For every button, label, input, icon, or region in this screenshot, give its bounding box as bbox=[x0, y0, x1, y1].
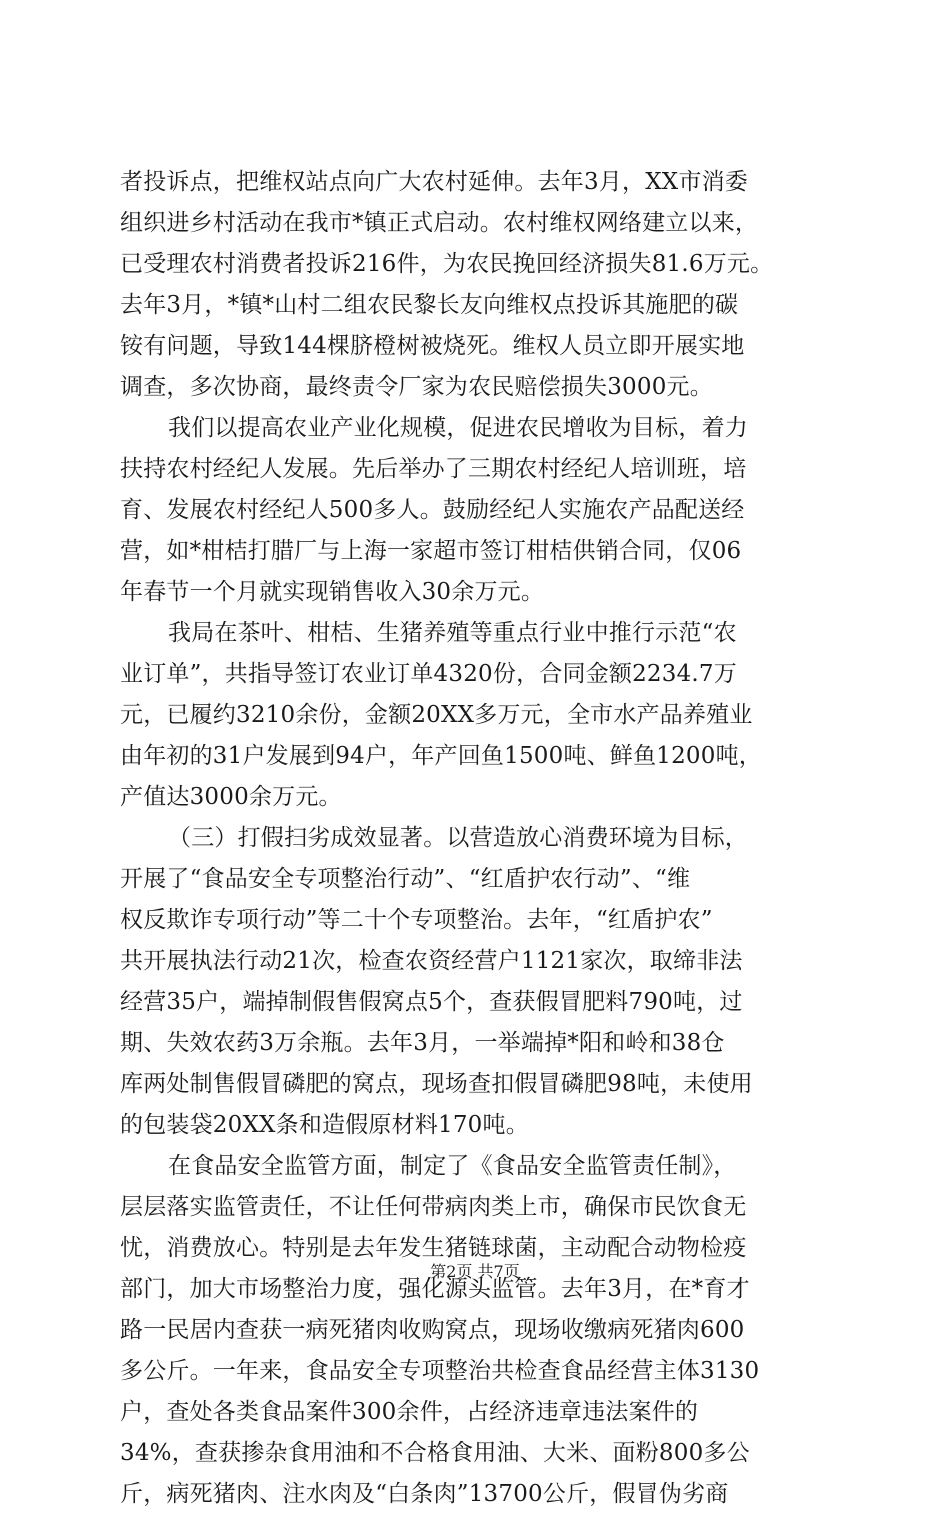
text-line: 34%，查获掺杂食用油和不合格食用油、大米、面粉800多公 bbox=[120, 1440, 750, 1466]
paragraph-food-safety bbox=[120, 1146, 832, 1515]
text-line: 期、失效农药3万余瓶。去年3月，一举端掉*阳和岭和38仓 bbox=[120, 1030, 725, 1056]
paragraph-rural-brokers bbox=[120, 408, 832, 613]
paragraph-anti-counterfeit bbox=[120, 818, 832, 1146]
text-line: 经营35户，端掉制假售假窝点5个，查获假冒肥料790吨，过 bbox=[120, 989, 743, 1015]
text-line: 多公斤。一年来，食品安全专项整治共检查食品经营主体3130 bbox=[120, 1358, 760, 1384]
text-line: 业订单”，共指导签订农业订单4320份，合同金额2234.7万 bbox=[120, 661, 737, 687]
text-line: 权反欺诈专项行动”等二十个专项整治。去年，“红盾护农” bbox=[120, 907, 713, 933]
text-line: 开展了“食品安全专项整治行动”、“红盾护农行动”、“维 bbox=[120, 866, 691, 892]
text-line: 育、发展农村经纪人500多人。鼓励经纪人实施农产品配送经 bbox=[120, 497, 745, 523]
text-line: 路一民居内查获一病死猪肉收购窝点，现场收缴病死猪肉600 bbox=[120, 1317, 745, 1343]
text-line: 共开展执法行动21次，检查农资经营户1121家次，取缔非法 bbox=[120, 948, 743, 974]
text-line: 铵有问题，导致144棵脐橙树被烧死。维权人员立即开展实地 bbox=[120, 333, 745, 359]
text-line: 层层落实监管责任，不让任何带病肉类上市，确保市民饮食无 bbox=[120, 1194, 747, 1220]
text-line: 我局在茶叶、柑桔、生猪养殖等重点行业中推行示范“农 bbox=[168, 620, 737, 646]
paragraph-agriculture-orders bbox=[120, 613, 832, 818]
text-line: 去年3月，*镇*山村二组农民黎长友向维权点投诉其施肥的碳 bbox=[120, 292, 739, 318]
text-line: 在食品安全监管方面，制定了《食品安全监管责任制》， bbox=[168, 1153, 737, 1179]
text-line: 营，如*柑桔打腊厂与上海一家超市签订柑桔供销合同，仅06 bbox=[120, 538, 742, 564]
text-line: 的包装袋20XX条和造假原材料170吨。 bbox=[120, 1112, 529, 1138]
text-line: 年春节一个月就实现销售收入30余万元。 bbox=[120, 579, 545, 605]
paragraph-rural-complaints bbox=[120, 162, 832, 408]
document-body bbox=[120, 162, 832, 1515]
page-number-footer: 第2页 共7页 bbox=[430, 1262, 520, 1281]
text-line: （三）打假扫劣成效显著。以营造放心消费环境为目标， bbox=[168, 825, 748, 851]
text-line: 者投诉点，把维权站点向广大农村延伸。去年3月，XX市消委 bbox=[120, 169, 748, 195]
text-line: 由年初的31户发展到94户，年产回鱼1500吨、鲜鱼1200吨， bbox=[120, 743, 762, 769]
text-line: 忧，消费放心。特别是去年发生猪链球菌，主动配合动物检疫 bbox=[120, 1235, 747, 1261]
text-line: 部门，加大市场整治力度，强化源头监管。去年3月，在*育才 bbox=[120, 1276, 750, 1302]
text-line: 调查，多次协商，最终责令厂家为农民赔偿损失3000元。 bbox=[120, 374, 713, 400]
text-line: 库两处制售假冒磷肥的窝点，现场查扣假冒磷肥98吨，未使用 bbox=[120, 1071, 753, 1097]
text-line: 组织进乡村活动在我市*镇正式启动。农村维权网络建立以来， bbox=[120, 210, 759, 236]
text-line: 已受理农村消费者投诉216件，为农民挽回经济损失81.6万元。 bbox=[120, 251, 774, 277]
text-line: 我们以提高农业产业化规模，促进农民增收为目标，着力 bbox=[168, 415, 748, 441]
text-line: 户，查处各类食品案件300余件，占经济违章违法案件的 bbox=[120, 1399, 699, 1425]
text-line: 斤，病死猪肉、注水肉及“白条肉”13700公斤，假冒伪劣商 bbox=[120, 1481, 729, 1507]
text-line: 元，已履约3210余份，金额20XX多万元，全市水产品养殖业 bbox=[120, 702, 753, 728]
text-line: 扶持农村经纪人发展。先后举办了三期农村经纪人培训班，培 bbox=[120, 456, 747, 482]
text-line: 产值达3000余万元。 bbox=[120, 784, 342, 810]
